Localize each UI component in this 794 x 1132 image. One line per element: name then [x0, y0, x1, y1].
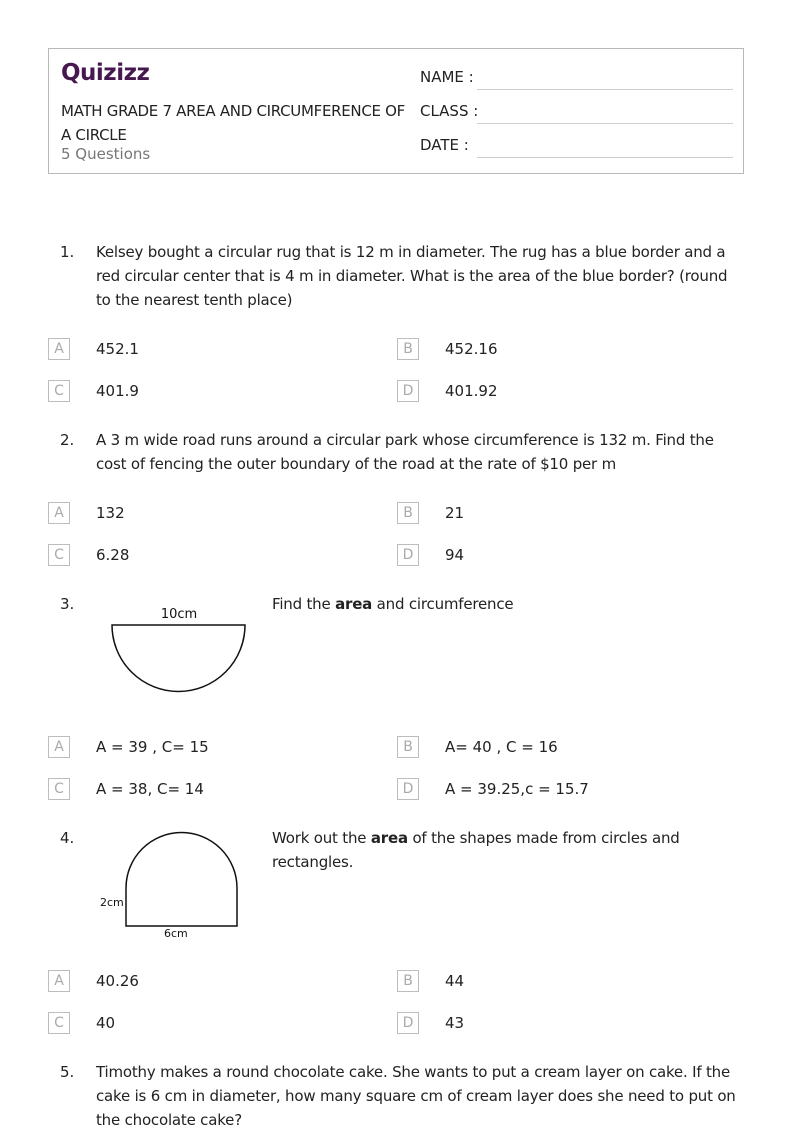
question-4-option-b-text: 44 — [445, 972, 465, 990]
question-4-text: Work out the area of the shapes made from circles and rectangles. — [272, 829, 680, 871]
arch-side-label: 2cm — [100, 896, 124, 909]
quizizz-logo — [61, 59, 153, 89]
question-4-option-c-text: 40 — [96, 1014, 116, 1032]
question-2-option-b-box[interactable]: B — [397, 502, 419, 524]
question-4-option-c-box[interactable]: C — [48, 1012, 70, 1034]
semicircle-diameter-label: 10cm — [160, 607, 198, 622]
class-field-label: CLASS : — [420, 102, 479, 120]
date-field-line[interactable] — [477, 157, 733, 158]
question-3-option-a-box[interactable]: A — [48, 736, 70, 758]
worksheet-title: MATH GRADE 7 AREA AND CIRCUMFERENCE OF A CIRCLE — [61, 102, 405, 144]
question-2-option-b-text: 21 — [445, 504, 465, 522]
question-1-option-c-box[interactable]: C — [48, 380, 70, 402]
semicircle-figure — [106, 600, 252, 696]
question-4-option-d-text: 43 — [445, 1014, 465, 1032]
question-1-option-d-text: 401.92 — [445, 382, 498, 400]
question-2-option-a-text: 132 — [96, 504, 125, 522]
question-1-option-a-text: 452.1 — [96, 340, 139, 358]
question-3-option-d-text: A = 39.25,c = 15.7 — [445, 780, 589, 798]
name-field-line[interactable] — [477, 89, 733, 90]
question-1-option-a-box[interactable]: A — [48, 338, 70, 360]
question-4-option-b-box[interactable]: B — [397, 970, 419, 992]
question-2-option-c-box[interactable]: C — [48, 544, 70, 566]
question-1-option-c-text: 401.9 — [96, 382, 139, 400]
question-4-option-a-box[interactable]: A — [48, 970, 70, 992]
question-1-text: Kelsey bought a circular rug that is 12 m in diameter. The rug has a blue border and a red circular center that is 4 m in diameter. What is the area of the blue border? (round to the nearest tenth place) — [96, 243, 728, 309]
date-field-label: DATE : — [420, 136, 469, 154]
question-2-option-a-box[interactable]: A — [48, 502, 70, 524]
name-field-label: NAME : — [420, 68, 474, 86]
question-1-option-d-box[interactable]: D — [397, 380, 419, 402]
question-2-number: 2. — [60, 431, 75, 449]
question-2-option-d-text: 94 — [445, 546, 465, 564]
question-3-number: 3. — [60, 595, 75, 613]
question-2-option-d-box[interactable]: D — [397, 544, 419, 566]
question-4-option-a-text: 40.26 — [96, 972, 139, 990]
question-5-text: Timothy makes a round chocolate cake. She wants to put a cream layer on cake. If the cake is 6 cm in diameter, how many square cm of cream layer does she need to put on the chocolate cake? — [96, 1063, 736, 1129]
question-3-option-c-box[interactable]: C — [48, 778, 70, 800]
question-3-option-d-box[interactable]: D — [397, 778, 419, 800]
question-1-option-b-text: 452.16 — [445, 340, 498, 358]
question-3-option-b-text: A= 40 , C = 16 — [445, 738, 558, 756]
arch-bottom-label: 6cm — [164, 927, 188, 940]
question-5-number: 5. — [60, 1063, 75, 1081]
question-2-text: A 3 m wide road runs around a circular park whose circumference is 132 m. Find the cost of fencing the outer boundary of the road at the rate of $10 per m — [96, 431, 714, 473]
question-4-option-d-box[interactable]: D — [397, 1012, 419, 1034]
question-3-option-c-text: A = 38, C= 14 — [96, 780, 204, 798]
question-3-option-a-text: A = 39 , C= 15 — [96, 738, 209, 756]
arch-shape — [126, 833, 237, 927]
question-4-number: 4. — [60, 829, 75, 847]
question-1-number: 1. — [60, 243, 75, 261]
question-3-text: Find the area and circumference — [272, 595, 514, 613]
question-count: 5 Questions — [61, 145, 151, 163]
arch-shape-figure — [96, 826, 246, 942]
class-field-line[interactable] — [477, 123, 733, 124]
question-1-option-b-box[interactable]: B — [397, 338, 419, 360]
question-2-option-c-text: 6.28 — [96, 546, 130, 564]
logo-text: Quizizz — [61, 60, 150, 85]
worksheet-header — [48, 48, 744, 174]
semicircle-shape — [112, 625, 245, 692]
question-3-option-b-box[interactable]: B — [397, 736, 419, 758]
